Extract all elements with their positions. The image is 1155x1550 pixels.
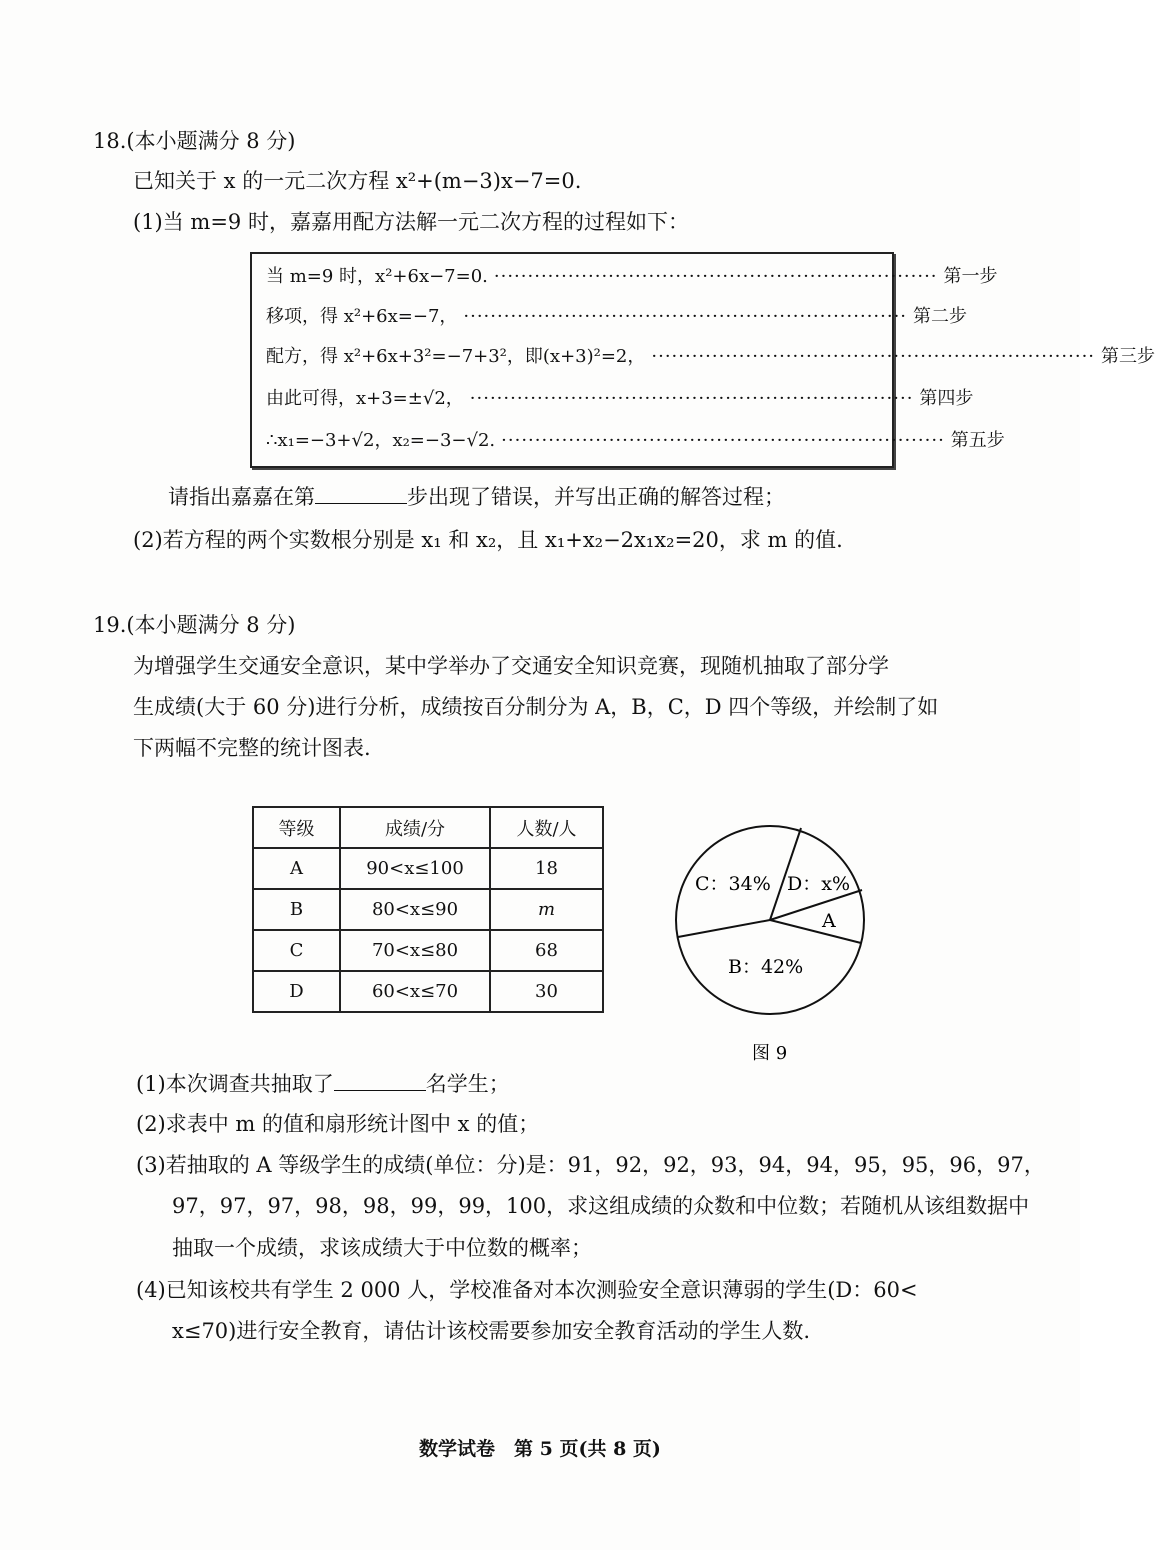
cell: 80<x≤90 xyxy=(340,889,490,930)
q18-header: 18.(本小题满分 8 分) xyxy=(93,129,296,153)
q19-part1 xyxy=(136,1068,510,1099)
cell: A xyxy=(253,848,340,889)
prompt-text: (1)本次调查共抽取了 xyxy=(136,1072,334,1096)
leader-dots: ·································································· xyxy=(651,346,1096,367)
leader-dots: ·································································· xyxy=(463,306,908,327)
step-label: 第三步 xyxy=(1101,346,1155,367)
q19-part4-line: (4)已知该校共有学生 2 000 人，学校准备对本次测验安全意识薄弱的学生(D：60< xyxy=(136,1278,918,1302)
q19-part3-line: 抽取一个成绩，求该成绩大于中位数的概率； xyxy=(172,1236,592,1260)
prompt-text: 名学生； xyxy=(425,1072,510,1096)
q18-error-prompt xyxy=(168,481,785,512)
cell: 90<x≤100 xyxy=(340,848,490,889)
q19-stem-line: 下两幅不完整的统计图表. xyxy=(133,736,371,760)
q19-part3-line: 97，97，97，98，98，99，99，100，求这组成绩的众数和中位数；若随机从该组数据中 xyxy=(172,1194,1030,1218)
cell: 18 xyxy=(490,848,603,889)
table-row xyxy=(253,930,603,971)
step-label: 第一步 xyxy=(943,266,998,287)
step-equation: 当 m=9 时，x²+6x−7=0. xyxy=(266,266,488,287)
q19-part3-line: (3)若抽取的 A 等级学生的成绩(单位：分)是：91，92，92，93，94，94，95，95，96，97， xyxy=(136,1153,1045,1177)
grade-table xyxy=(252,806,604,1013)
cell: 60<x≤70 xyxy=(340,971,490,1012)
solution-steps-box xyxy=(250,252,1155,468)
step-label: 第四步 xyxy=(919,388,974,409)
step-equation: 由此可得，x+3=±√2， xyxy=(266,388,464,409)
leader-dots: ·································································· xyxy=(501,430,945,451)
leader-dots: ·································································· xyxy=(469,388,914,409)
pie-divider-bc xyxy=(678,920,770,937)
step-label: 第五步 xyxy=(950,430,1005,451)
q18-stem: 已知关于 x 的一元二次方程 x²+(m−3)x−7=0. xyxy=(133,169,582,193)
cell: B xyxy=(253,889,340,930)
q19-stem-line: 为增强学生交通安全意识，某中学举办了交通安全知识竞赛，现随机抽取了部分学 xyxy=(133,654,889,678)
header-cell: 人数/人 xyxy=(490,807,603,848)
q19-part2: (2)求表中 m 的值和扇形统计图中 x 的值； xyxy=(136,1112,540,1136)
leader-dots: ·································································· xyxy=(493,266,938,287)
answer-blank[interactable] xyxy=(334,1068,426,1091)
pie-divider-ab xyxy=(770,920,861,943)
prompt-text: 步出现了错误，并写出正确的解答过程； xyxy=(407,485,785,509)
step-row xyxy=(266,342,1155,372)
pie-chart xyxy=(670,820,880,1070)
q19-stem-line: 生成绩(大于 60 分)进行分析，成绩按百分制分为 A，B，C，D 四个等级，并绘制了如 xyxy=(133,695,939,719)
step-equation: ∴x₁=−3+√2，x₂=−3−√2. xyxy=(266,430,496,451)
q18-part2: (2)若方程的两个实数根分别是 x₁ 和 x₂，且 x₁+x₂−2x₁x₂=20，求 m 的值. xyxy=(133,528,843,552)
pie-label-b: B：42% xyxy=(728,956,804,978)
answer-blank[interactable] xyxy=(315,481,407,504)
step-row xyxy=(266,262,998,292)
table-row xyxy=(253,971,603,1012)
figure-caption: 图 9 xyxy=(752,1043,788,1064)
prompt-text: 请指出嘉嘉在第 xyxy=(168,485,315,509)
cell: 68 xyxy=(490,930,603,971)
cell: C xyxy=(253,930,340,971)
table-header-row xyxy=(253,807,603,848)
pie-label-c: C：34% xyxy=(695,873,771,895)
cell: D xyxy=(253,971,340,1012)
step-equation: 移项，得 x²+6x=−7， xyxy=(266,306,458,327)
q18-part1: (1)当 m=9 时，嘉嘉用配方法解一元二次方程的过程如下： xyxy=(133,210,689,234)
pie-label-a: A xyxy=(822,910,836,932)
table-row xyxy=(253,889,603,930)
header-cell: 成绩/分 xyxy=(340,807,490,848)
cell: m xyxy=(490,889,603,930)
table-row xyxy=(253,848,603,889)
q19-part4-line: x≤70)进行安全教育，请估计该校需要参加安全教育活动的学生人数. xyxy=(172,1319,811,1343)
page-footer: 数学试卷 第 5 页(共 8 页) xyxy=(419,1438,661,1460)
step-equation: 配方，得 x²+6x+3²=−7+3²，即(x+3)²=2， xyxy=(266,346,646,367)
step-row xyxy=(266,426,1005,456)
cell: 30 xyxy=(490,971,603,1012)
step-row xyxy=(266,302,968,332)
pie-label-d: D：x% xyxy=(787,873,851,895)
step-label: 第二步 xyxy=(913,306,968,327)
header-cell: 等级 xyxy=(253,807,340,848)
cell: 70<x≤80 xyxy=(340,930,490,971)
step-row xyxy=(266,384,974,414)
q19-header: 19.(本小题满分 8 分) xyxy=(93,613,296,637)
